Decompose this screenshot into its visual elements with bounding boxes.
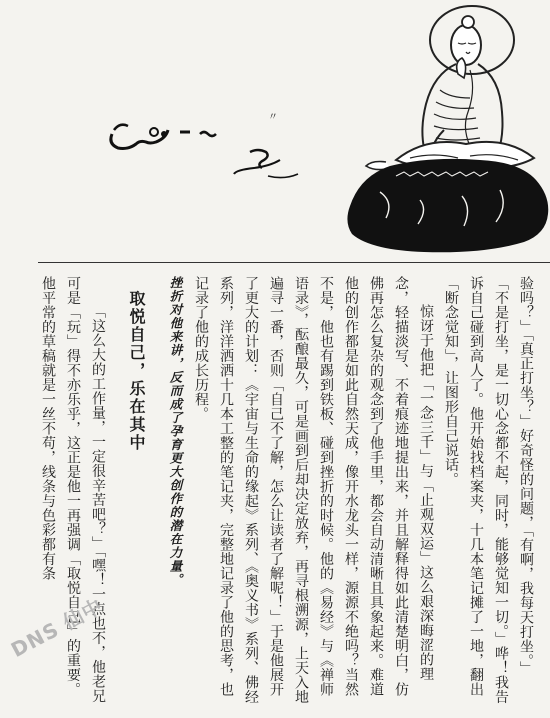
emphasis-note: 挫折对他来讲，反而成了孕育更大创作的潜在力量。 — [168, 276, 183, 587]
small-squiggle-mark: 〃 — [268, 112, 278, 123]
section-heading: 取悦自己，乐在其中 — [127, 290, 146, 452]
paragraph-2: 「不是打坐，是一切心念都不起，同时，能够觉知一切。」哗！我告诉自己碰到高人了。他开始找档案夹，十几本笔记摊了一地，翻出「断念觉知」，让图形自己说话。 — [443, 276, 509, 704]
watermark-text: DNS 仙中 — [6, 593, 108, 663]
paragraph-1: 验吗？」「真正打坐？」好奇怪的问题，「有啊，我每天打坐。」 — [518, 276, 534, 676]
paragraph-3: 惊讶于他把「一念三千」与「止观双运」这么艰深晦涩的理念，轻描淡写、不着痕迹地提出来，并且解释得如此清楚明白，仿佛再怎么复杂的观念到了他手里，都会自动清晰且具象起来。难道他的创作都是如此自然天成，像开水龙头一样，源源不绝吗？当然不是，他也有踢到铁板、碰到挫折的时候。他的《易经》与《禅师语录》，酝酿最久，可是画到后却决定放弃，再寻根溯源，上天入地遍寻一番，否则「自己不了解，怎么让读者了解呢！」于是他展开了更大的计划：《宇宙与生命的缘起》系列、《奥义书》系列、佛经系列，洋洋洒洒十几本工整的笔记夹，完整地记录了他的思考，也记录了他的成长历程。 — [193, 276, 434, 704]
paragraph-4: 「这么大的工作量，一定很辛苦吧？」「嘿！一点也不，他老兄可是「玩」得不亦乐乎，这正是他一再强调「取悦自己」的重要。他平常的草稿就是一丝不苟，线条与色彩都有条 — [40, 276, 106, 703]
cloud-swirl-illustration — [100, 110, 320, 190]
section-divider — [38, 262, 550, 263]
